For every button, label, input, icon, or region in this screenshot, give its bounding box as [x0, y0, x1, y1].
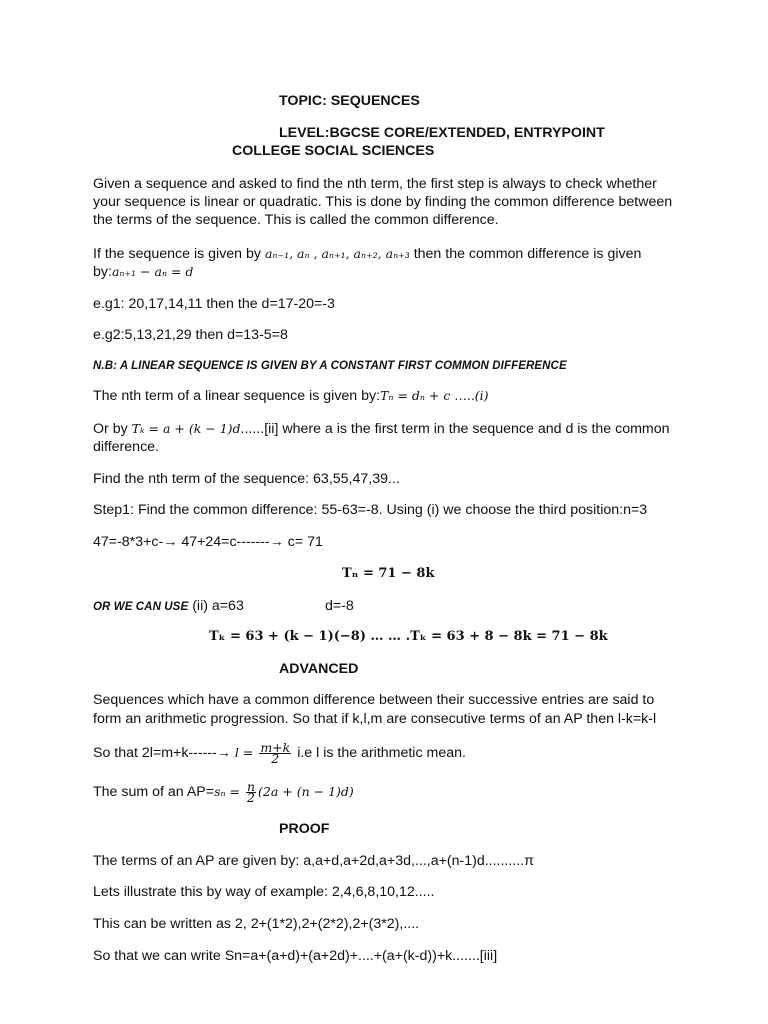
fraction-denominator: 2	[271, 750, 280, 766]
arithmetic-mean-lhs: l =	[234, 745, 254, 760]
topic-heading: TOPIC: SEQUENCES	[279, 93, 420, 109]
proof-line-2: Lets illustrate this by way of example: 2,4,6,8,10,12.....	[93, 884, 435, 900]
problem-statement: Find the nth term of the sequence: 63,55,47,39...	[93, 471, 400, 487]
alt-formula-text: ......[ii] where a is the first term in the sequence and d is the common	[240, 421, 670, 437]
proof-line-3: This can be written as 2, 2+(1*2),2+(2*2),2+(3*2),....	[93, 916, 420, 932]
nth-term-text: The nth term of a linear sequence is given by:	[93, 388, 381, 404]
alt-formula-line-1	[93, 420, 670, 438]
step-1: Step1: Find the common difference: 55-63=-8. Using (i) we choose the third position:n=3	[93, 502, 648, 518]
arithmetic-mean-line	[93, 740, 466, 766]
alt-formula: Tₖ = a + (k − 1)d	[131, 421, 241, 436]
proof-line-1: The terms of an AP are given by: a,a+d,a+2d,a+3d,...,a+(n-1)d..........π	[93, 853, 534, 869]
result-formula-1: Tₙ = 71 − 8k	[342, 566, 435, 581]
alt-formula-line-2: difference.	[93, 439, 159, 455]
common-difference-formula: aₙ₊₁ − aₙ = d	[111, 264, 194, 279]
arithmetic-mean-text: So that 2l=m+k------→	[93, 745, 231, 761]
sum-fraction	[246, 778, 256, 805]
common-difference-by-label: by:	[93, 264, 112, 280]
nth-term-formula: Tₙ = dₙ + c …..(i)	[380, 388, 489, 403]
alt-method-line	[93, 597, 244, 616]
example-1: e.g1: 20,17,14,11 then the d=17-20=-3	[93, 296, 335, 312]
level-heading-continued: COLLEGE SOCIAL SCIENCES	[232, 143, 435, 159]
sum-text: The sum of an AP=	[93, 784, 215, 800]
alt-method-d: d=-8	[325, 598, 354, 614]
sum-fraction-numerator: n	[246, 778, 256, 794]
common-difference-line-2	[93, 263, 193, 281]
alt-method-label: OR WE CAN USE	[93, 601, 189, 613]
proof-line-4: So that we can write Sn=a+(a+d)+(a+2d)+....+(a+(k-d))+k.......[iii]	[93, 948, 498, 964]
sum-line	[93, 779, 354, 805]
common-difference-text-2: then the common difference is given	[413, 246, 642, 262]
result-formula-2: Tₖ = 63 + (k − 1)(−8) … … .Tₖ = 63 + 8 − 8k = 71 − 8k	[209, 629, 608, 644]
nth-term-line	[93, 387, 489, 405]
example-2: e.g2:5,13,21,29 then d=13-5=8	[93, 327, 288, 343]
advanced-heading: ADVANCED	[279, 661, 359, 677]
advanced-line-1: Sequences which have a common difference between their successive entries are said to	[93, 692, 655, 708]
arithmetic-mean-text-2: i.e l is the arithmetic mean.	[297, 745, 466, 761]
fraction-numerator: m+k	[260, 739, 291, 755]
sequence-terms-formula: aₙ₋₁, aₙ , aₙ₊₁, aₙ₊₂, aₙ₊₃	[264, 246, 410, 261]
level-heading: LEVEL:BGCSE CORE/EXTENDED, ENTRYPOINT	[279, 125, 605, 141]
calculation-line: 47=-8*3+c-→ 47+24=c-------→ c= 71	[93, 534, 323, 550]
intro-line-2: your sequence is linear or quadratic. This is done by finding the common difference between	[93, 194, 673, 210]
nb-note: N.B: A LINEAR SEQUENCE IS GIVEN BY A CONSTANT FIRST COMMON DIFFERENCE	[93, 360, 567, 372]
intro-line-3: the terms of the sequence. This is called the common difference.	[93, 212, 499, 228]
advanced-line-2: form an arithmetic progression. So that if k,l,m are consecutive terms of an AP then l-k=k-l	[93, 711, 657, 727]
alt-method-a: (ii) a=63	[192, 598, 244, 614]
intro-line-1: Given a sequence and asked to find the nth term, the first step is always to check whether	[93, 176, 657, 192]
alt-formula-prefix: Or by	[93, 421, 128, 437]
proof-heading: PROOF	[279, 821, 330, 837]
common-difference-text: If the sequence is given by	[93, 246, 261, 262]
sum-fraction-denominator: 2	[247, 789, 255, 805]
sum-rhs: (2a + (n − 1)d)	[258, 784, 354, 799]
common-difference-line-1	[93, 245, 641, 263]
sum-lhs: sₙ =	[214, 784, 240, 799]
arithmetic-mean-fraction	[259, 739, 291, 766]
